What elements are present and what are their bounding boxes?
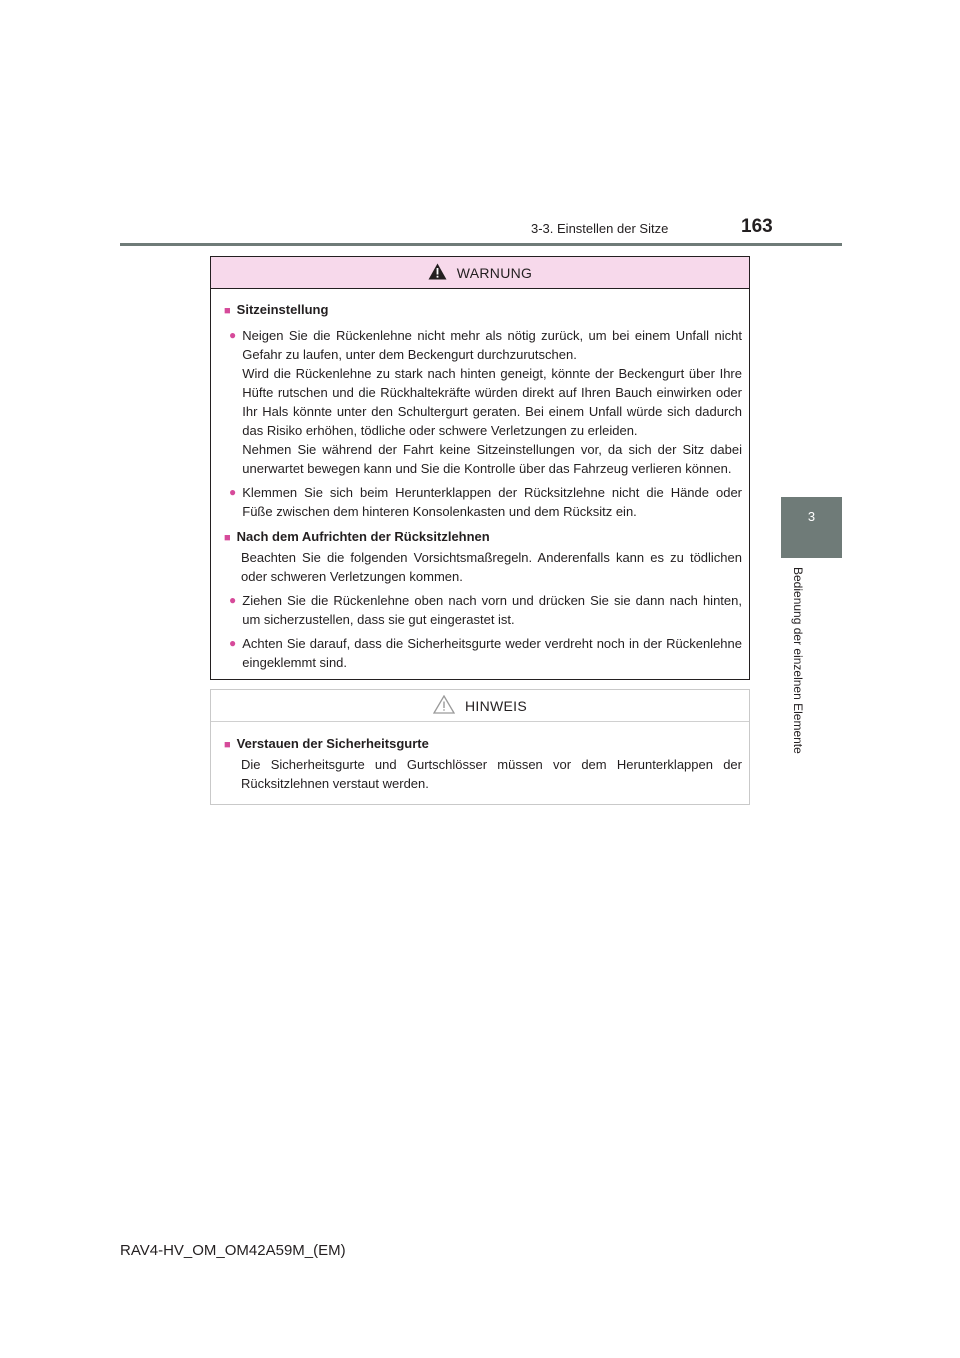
notice-title: HINWEIS	[465, 697, 527, 714]
bullet-item	[224, 591, 742, 629]
section-heading: ■ Verstauen der Sicherheitsgurte	[224, 734, 742, 755]
warning-body	[211, 289, 749, 672]
document-code: RAV4-HV_OM_OM42A59M_(EM)	[120, 1242, 346, 1259]
paragraph: Die Sicherheitsgurte und Gurtschlösser müssen vor dem Herunterklappen der Rücksitzlehnen verstaut werden.	[241, 757, 742, 791]
square-bullet-icon: ■	[224, 305, 231, 317]
paragraph: Beachten Sie die folgenden Vorsichtsmaßregeln. Anderenfalls kann es zu tödlichen oder schweren Verletzungen kommen.	[241, 550, 742, 584]
header-divider	[120, 243, 842, 246]
warning-header	[211, 257, 749, 289]
section-title: 3-3. Einstellen der Sitze	[531, 221, 669, 236]
notice-header	[211, 690, 749, 722]
paragraph: Nehmen Sie während der Fahrt keine Sitzeinstellungen vor, da sich der Sitz dabei unerwartet bewegen kann und Sie die Kontrolle über das Fahrzeug verlieren können.	[242, 442, 742, 476]
round-bullet-icon: ●	[229, 593, 237, 607]
section-heading: ■ Nach dem Aufrichten der Rücksitzlehnen	[224, 527, 742, 548]
round-bullet-icon: ●	[229, 328, 237, 342]
round-bullet-icon: ●	[229, 636, 237, 650]
bullet-item	[224, 326, 742, 478]
notice-box	[210, 689, 750, 805]
warning-triangle-icon	[428, 263, 447, 283]
chapter-tab	[781, 497, 842, 558]
warning-box	[210, 256, 750, 680]
page-number: 163	[741, 216, 773, 237]
paragraph: Neigen Sie die Rückenlehne nicht mehr als nötig zurück, um bei einem Unfall nicht Gefahr zu laufen, unter dem Beckengurt durchzurutschen.	[242, 328, 742, 362]
paragraph: Achten Sie darauf, dass die Sicherheitsgurte weder verdreht noch in der Rückenlehne eingeklemmt sind.	[242, 636, 742, 670]
square-bullet-icon: ■	[224, 739, 231, 751]
chapter-number: 3	[807, 509, 816, 524]
square-bullet-icon: ■	[224, 532, 231, 544]
section-heading: ■ Sitzeinstellung	[224, 300, 742, 321]
bullet-item	[224, 483, 742, 521]
bullet-item	[224, 634, 742, 672]
chapter-label: Bedienung der einzelnen Elemente	[791, 567, 805, 754]
notice-triangle-icon	[433, 695, 455, 717]
paragraph: Ziehen Sie die Rückenlehne oben nach vorn und drücken Sie sie dann nach hinten, um sicherzustellen, dass sie gut eingerastet ist.	[242, 593, 742, 627]
paragraph: Klemmen Sie sich beim Herunterklappen der Rücksitzlehne nicht die Hände oder Füße zwischen dem hinteren Konsolenkasten und dem Rücksitz ein.	[242, 485, 742, 519]
notice-body	[211, 722, 749, 793]
warning-title: WARNUNG	[456, 264, 533, 281]
paragraph: Wird die Rückenlehne zu stark nach hinten geneigt, könnte der Beckengurt über Ihre Hüfte rutschen und die Rückhaltekräfte würden direkt auf Ihren Bauch einwirken oder Ihr Hals könnte unter den Schultergurt geraten. Bei einem Unfall würde sich dadurch das Risiko erhöhen, tödliche oder schwere Verletzungen zu erleiden.	[242, 366, 742, 438]
round-bullet-icon: ●	[229, 485, 237, 499]
